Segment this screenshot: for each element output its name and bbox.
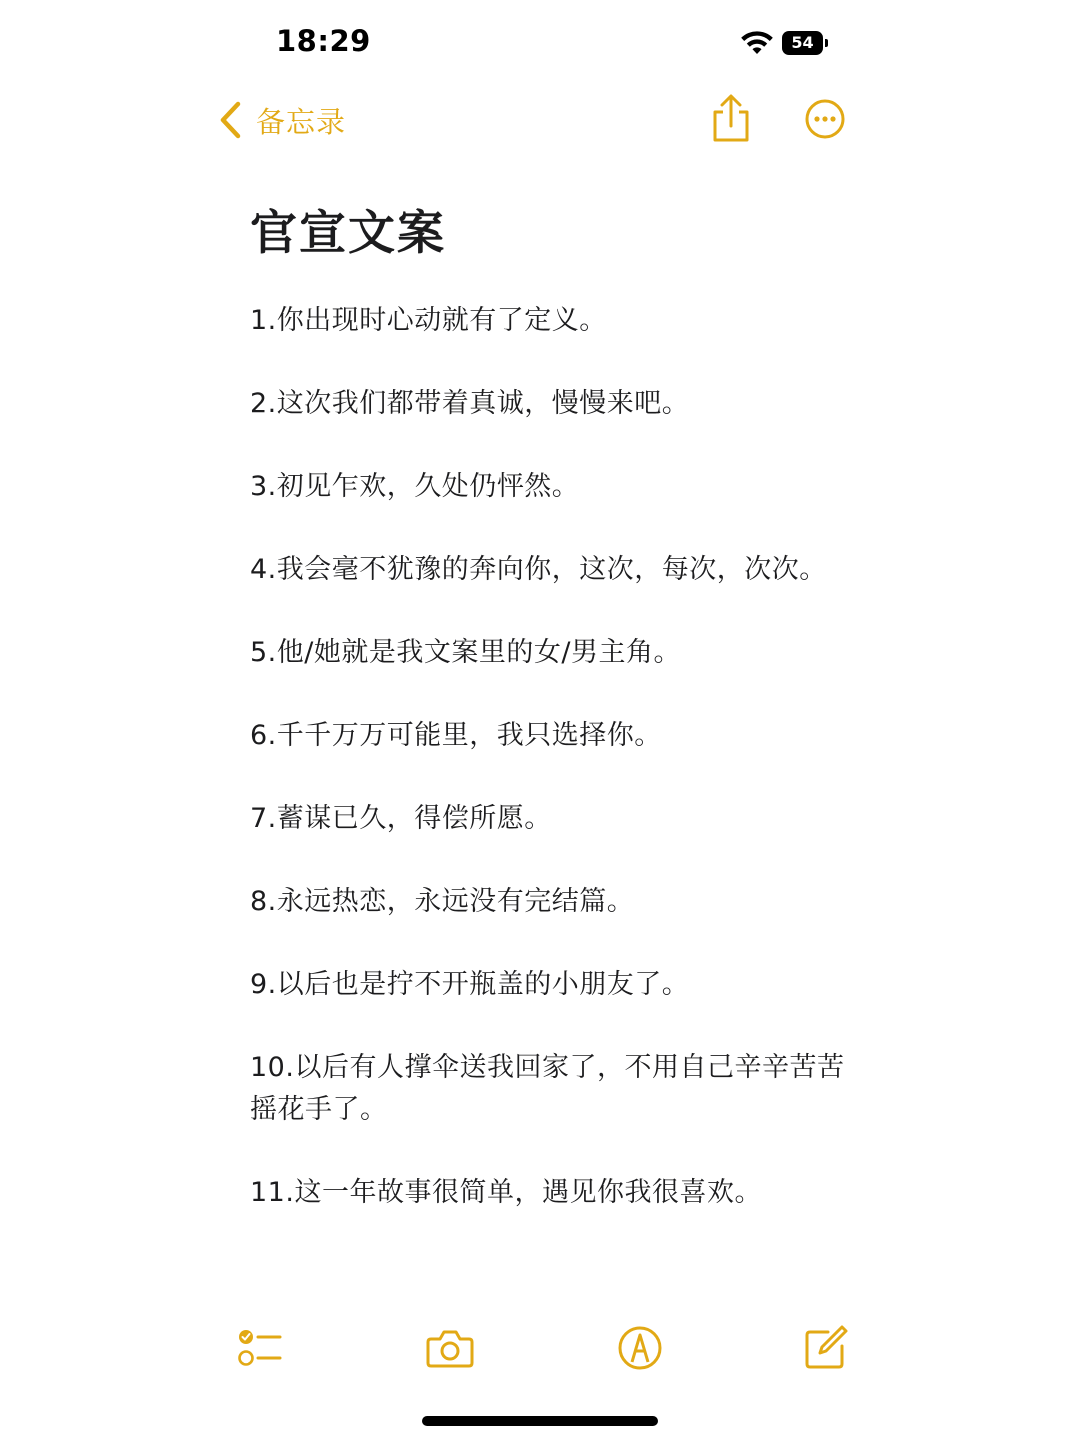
- note-body[interactable]: [250, 300, 850, 1255]
- note-line: 2.这次我们都带着真诚，慢慢来吧。: [250, 388, 690, 419]
- back-button[interactable]: [218, 96, 346, 144]
- nav-bar: [0, 88, 1080, 152]
- checklist-icon[interactable]: [236, 1324, 284, 1372]
- chevron-left-icon: [218, 101, 242, 139]
- note-line: 6.千千万万可能里，我只选择你。: [250, 720, 662, 751]
- home-indicator[interactable]: [422, 1416, 658, 1426]
- battery-tip: [825, 39, 828, 47]
- wifi-icon: [740, 30, 774, 56]
- note-line: 11.这一年故事很简单，遇见你我很喜欢。: [250, 1177, 762, 1208]
- note-line: 9.以后也是拧不开瓶盖的小朋友了。: [250, 969, 690, 1000]
- note-line: 5.他/她就是我文案里的女/男主角。: [250, 637, 681, 668]
- note-line: 1.你出现时心动就有了定义。: [250, 305, 607, 336]
- markup-icon[interactable]: [616, 1324, 664, 1372]
- share-icon[interactable]: [710, 94, 752, 144]
- status-time: 18:29: [276, 24, 371, 58]
- note-line: 10.以后有人撑伞送我回家了，不用自己辛辛苦苦摇花手了。: [250, 1052, 845, 1125]
- battery-icon: [782, 31, 828, 55]
- camera-icon[interactable]: [426, 1324, 474, 1372]
- note-line: 3.初见乍欢，久处仍怦然。: [250, 471, 580, 502]
- battery-level: 54: [782, 31, 823, 55]
- more-icon[interactable]: [804, 98, 846, 140]
- back-label: 备忘录: [256, 104, 347, 139]
- bottom-toolbar: [0, 1310, 1080, 1386]
- compose-icon[interactable]: [802, 1324, 850, 1372]
- note-title[interactable]: 官宣文案: [250, 206, 446, 261]
- note-line: 8.永远热恋，永远没有完结篇。: [250, 886, 635, 917]
- note-line: 7.蓄谋已久，得偿所愿。: [250, 803, 552, 834]
- note-line: 4.我会毫不犹豫的奔向你，这次，每次，次次。: [250, 554, 827, 585]
- status-bar: [0, 0, 1080, 88]
